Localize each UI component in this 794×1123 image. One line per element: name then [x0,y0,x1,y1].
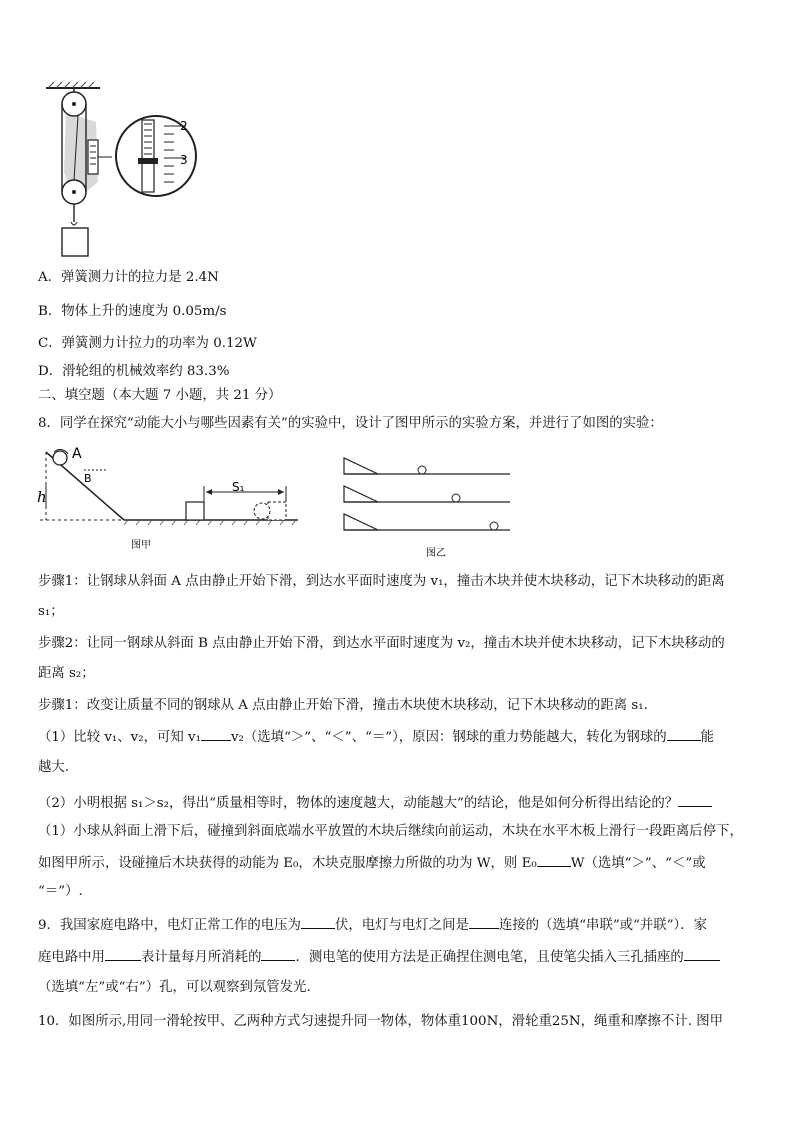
label-s1: S₁ [232,480,245,494]
q8-sub1-line1 [38,726,764,748]
q8-step3: 步骤1：改变让质量不同的钢球从 A 点由静止开始下滑，撞击木块使木块移动，记下木块移动的距离 s₁. [38,698,648,713]
option-c: C．弹簧测力计拉力的功率为 0.12W [38,336,257,351]
q9-text-d: 庭电路中用 [38,950,105,965]
q8-sub3-line1: （1）小球从斜面上滑下后，碰撞到斜面底端水平放置的木块后继续向前运动，木块在水平木板上滑行一段距离后停下， [38,824,743,839]
scale-tick-2: 2 [180,119,188,133]
q8-step2-line1: 步骤2：让同一钢球从斜面 B 点由静止开始下滑，到达水平面时速度为 v₂，撞击木块并使木块移动，记下木块移动的 [38,636,725,651]
pulley-figure [38,82,198,260]
steel-ball [53,451,67,465]
q8-sub2-text: （2）小明根据 s₁＞s₂，得出“质量相等时，物体的速度越大，动能越大”的结论，他是如何分析得出结论的？ [38,796,679,811]
figure-jia [36,444,306,556]
q8-sub2 [38,792,764,814]
label-h: h [37,488,47,506]
q9-text-c: 连接的（选填“串联”或“并联”）．家 [498,918,708,933]
weight-block [62,228,88,256]
label-a: A [72,446,82,462]
q8-sub1-text-a: （1）比较 v₁、v₂，可知 v₁ [38,730,201,745]
answer-blank[interactable] [684,946,720,961]
q9-line3: （选填“左”或“右”）孔，可以观察到氖管发光. [38,980,311,995]
q8-sub3-text-a: 如图甲所示，设碰撞后木块获得的动能为 E₀，木块克服摩擦力所做的功为 W，则 E₀ [38,856,537,871]
wood-block [186,502,204,520]
figure-yi [338,448,514,560]
answer-blank[interactable] [678,792,712,807]
q10-line1: 10．如图所示,用同一滑轮按甲、乙两种方式匀速提升同一物体，物体重100N，滑轮重25N，绳重和摩擦不计. 图甲 [38,1014,724,1029]
q8-sub1-text-b: v₂（选填“＞”、“＜”、“＝”），原因：钢球的重力势能越大，转化为钢球的 [230,730,667,745]
option-a: A．弹簧测力计的拉力是 2.4N [38,270,219,285]
spring-scale [88,140,98,174]
q9-text-b: 伏，电灯与电灯之间是 [334,918,469,933]
answer-blank[interactable] [469,914,499,929]
answer-blank[interactable] [261,946,295,961]
section-title: 二、填空题（本大题 7 小题，共 21 分） [38,388,282,403]
scale-tick-3: 3 [180,153,188,167]
q9-line1 [38,914,764,936]
q9-line2 [38,946,764,968]
caption-yi: 图乙 [426,548,446,559]
q8-sub3-line2 [38,852,764,874]
q9-text-a: 9．我国家庭电路中，电灯正常工作的电压为 [38,918,301,933]
q8-sub3-line3: “＝”）. [38,884,83,899]
answer-blank[interactable] [301,914,335,929]
q8-sub1-text-c: 能 [700,730,714,745]
answer-blank[interactable] [667,726,701,741]
q9-text-f: ．测电笔的使用方法是正确捏住测电笔，且使笔尖插入三孔插座的 [295,950,684,965]
q9-text-e: 表计量每月所消耗的 [140,950,262,965]
option-d: D．滑轮组的机械效率约 83.3% [38,364,230,379]
q8-stem: 8．同学在探究“动能大小与哪些因素有关”的实验中，设计了图甲所示的实验方案，并进行了如图的实验： [38,416,663,431]
answer-blank[interactable] [105,946,141,961]
q8-step1-line2: s₁； [38,604,64,619]
q8-step2-line2: 距离 s₂； [38,666,95,681]
answer-blank[interactable] [201,726,231,741]
option-b: B．物体上升的速度为 0.05m/s [38,304,227,319]
caption-jia: 图甲 [131,540,151,551]
answer-blank[interactable] [537,852,571,867]
q8-step1-line1: 步骤1：让钢球从斜面 A 点由静止开始下滑，到达水平面时速度为 v₁，撞击木块并使木块移动，记下木块移动的距离 [38,574,725,589]
label-b: B [84,472,92,485]
q8-sub3-text-b: W（选填“＞”、“＜”或 [570,856,706,871]
q8-sub1-line2: 越大. [38,760,70,775]
